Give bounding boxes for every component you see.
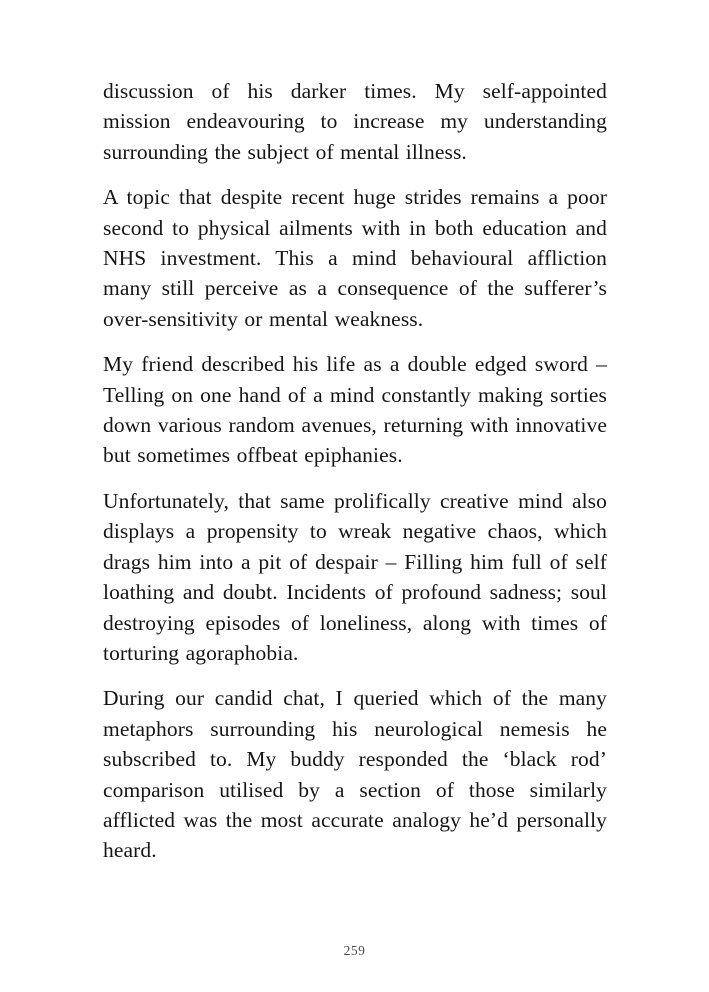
- page-number: 259: [343, 943, 366, 958]
- paragraph: Unfortunately, that same prolifically creative mind also displays a propensity to wreak negative chaos, which drags him into a pit of despair – Filling him full of self loathing and doubt. Incidents of profound sadness; soul destroying episodes of loneliness, along with times of torturing agoraphobia.: [103, 488, 607, 665]
- body-text: [103, 76, 607, 866]
- paragraph: discussion of his darker times. My self-appointed mission endeavouring to increase my understanding surrounding the subject of mental illness.: [103, 79, 607, 164]
- paragraph: My friend described his life as a double edged sword – Telling on one hand of a mind constantly making sorties down various random avenues, returning with innovative but sometimes offbeat epiphanies.: [103, 352, 607, 468]
- paragraph: During our candid chat, I queried which of the many metaphors surrounding his neurological nemesis he subscribed to. My buddy responded the ‘black rod’ comparison utilised by a section of those similarly afflicted was the most accurate analogy he’d personally heard.: [103, 686, 607, 863]
- paragraph: A topic that despite recent huge strides remains a poor second to physical ailments with in both education and NHS investment. This a mind behavioural affliction many still perceive as a consequence of the sufferer’s over-sensitivity or mental weakness.: [103, 185, 607, 331]
